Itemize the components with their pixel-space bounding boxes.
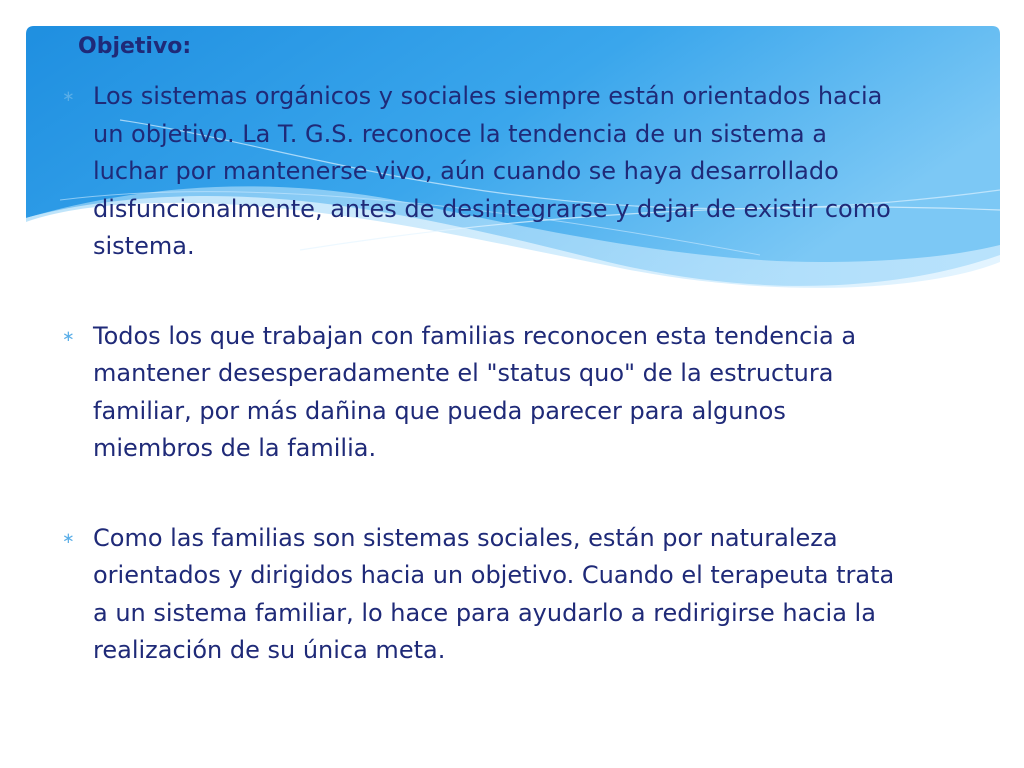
asterisk-bullet-icon: ∗ xyxy=(62,528,75,547)
bullet-list xyxy=(56,78,906,670)
bullet-text: Los sistemas orgánicos y sociales siempre están orientados hacia un objetivo. La T. G.S. reconoce la tendencia de un sistema a luchar por mantenerse vivo, aún cuando se haya desarrollado disfuncionalmente, antes de desintegrarse y dejar de existir como sistema. xyxy=(93,82,891,260)
bullet-text: Como las familias son sistemas sociales, están por naturaleza orientados y dirigidos hacia un objetivo. Cuando el terapeuta trata a un sistema familiar, lo hace para ayudarlo a redirigirse hacia la realización de su única meta. xyxy=(93,523,895,664)
bullet-item xyxy=(56,78,906,266)
asterisk-bullet-icon: ∗ xyxy=(62,87,75,105)
slide-content xyxy=(56,30,906,670)
bullet-item xyxy=(56,520,906,670)
asterisk-bullet-icon: ∗ xyxy=(62,326,75,345)
slide-heading: Objetivo: xyxy=(78,34,192,59)
bullet-text: Todos los que trabajan con familias reconocen esta tendencia a mantener desesperadamente el "status quo" de la estructura familiar, por más dañina que pueda parecer para algunos miembros de la familia. xyxy=(93,321,857,462)
bullet-item xyxy=(56,318,906,468)
